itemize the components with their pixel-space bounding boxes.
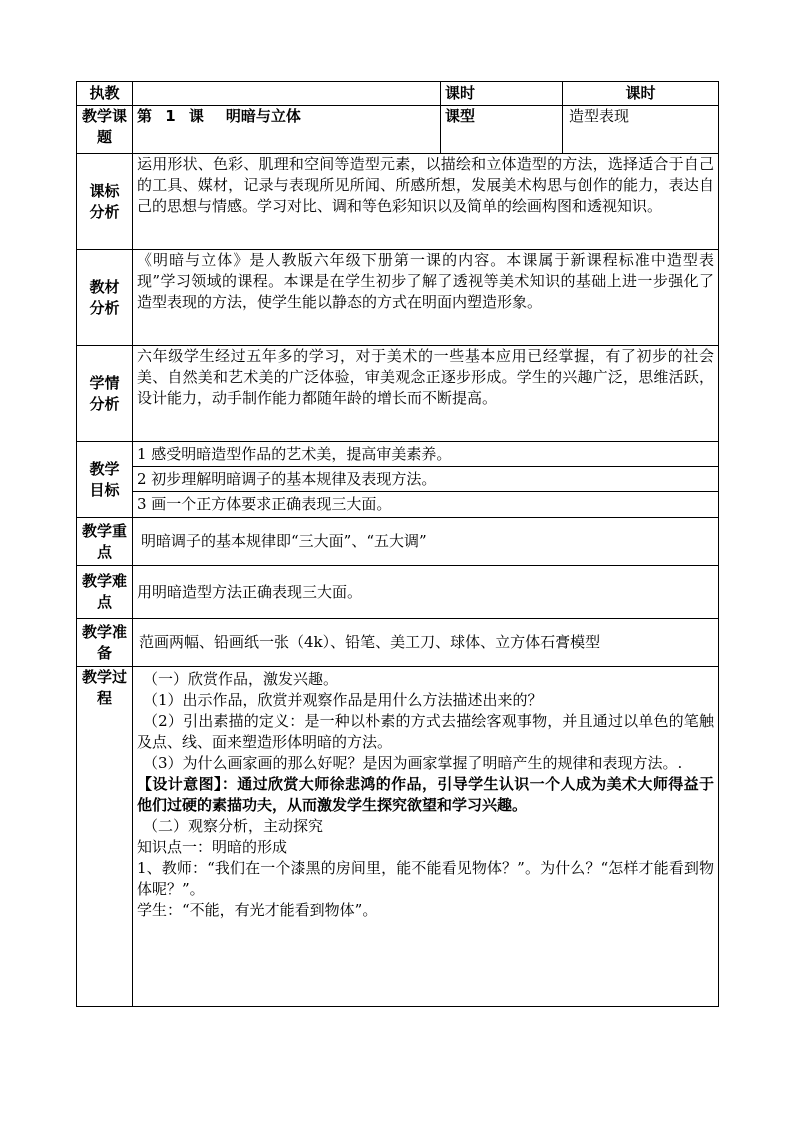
process-line: （3）为什么画家画的那么好呢？是因为画家掌握了明暗产生的规律和表现方法。.: [143, 754, 683, 772]
process-line: 学生：“不能，有光才能看到物体”。: [137, 901, 378, 919]
key-points-label: 教学重点: [77, 518, 133, 566]
lesson-plan-table: [76, 81, 719, 1007]
process-line: （1）出示作品，欣赏并观察作品是用什么方法描述出来的？: [143, 691, 543, 709]
goal-item-2: 2 初步理解明暗调子的基本规律及表现方法。: [133, 467, 719, 492]
goal-row-3: [77, 492, 719, 518]
goals-label: 教学目标: [77, 442, 133, 518]
goal-row-1: [77, 442, 719, 467]
period-value: 课时: [563, 82, 719, 106]
lesson-number: 第 1 课: [137, 107, 204, 125]
curriculum-label: 课标分析: [77, 154, 133, 250]
textbook-label: 教材分析: [77, 250, 133, 346]
period-label: 课时: [441, 82, 563, 106]
students-row: [77, 346, 719, 442]
difficulties-row: [77, 566, 719, 619]
process-line: 知识点一：明暗的形成: [137, 838, 288, 856]
textbook-row: [77, 250, 719, 346]
process-line: （2）引出素描的定义：是一种以朴素的方式去描绘客观事物，并且通过以单色的笔触及点、线、面来塑造形体明暗的方法。: [137, 712, 714, 751]
students-text: [133, 346, 719, 442]
textbook-text: [133, 250, 719, 346]
topic-label: 教学课题: [77, 106, 133, 154]
difficulties-label: 教学难点: [77, 566, 133, 619]
curriculum-row: [77, 154, 719, 250]
curriculum-text: [133, 154, 719, 250]
process-line: （一）欣赏作品，激发兴趣。: [143, 670, 339, 688]
header-row: [77, 82, 719, 106]
process-row: [77, 667, 719, 1007]
curriculum-paragraph: 运用形状、色彩、肌理和空间等造型元素，以描绘和立体造型的方法，选择适合于自己的工具、媒材，记录与表现所见所闻、所感所想，发展美术构思与创作的能力，表达自己的思想与情感。学习对比、调和等色彩知识以及简单的绘画构图和透视知识。: [137, 155, 714, 215]
preparation-row: [77, 619, 719, 667]
textbook-paragraph: 《明暗与立体》是人教版六年级下册第一课的内容。本课属于新课程标准中造型表现”学习领域的课程。本课是在学生初步了解了透视等美术知识的基础上进一步强化了造型表现的方法，使学生能以静态的方式在明面内塑造形象。: [137, 251, 714, 311]
students-paragraph: 六年级学生经过五年多的学习，对于美术的一些基本应用已经掌握，有了初步的社会美、自然美和艺术美的广泛体验，审美观念正逐步形成。学生的兴趣广泛，思维活跃，设计能力，动手制作能力都随年龄的增长而不断提高。: [137, 347, 714, 407]
preparation-text: 范画两幅、铅画纸一张（4k）、铅笔、美工刀、球体、立方体石膏模型: [133, 619, 719, 667]
key-points-text: 明暗调子的基本规律即“三大面”、“五大调”: [133, 518, 719, 566]
process-label: 教学过程: [77, 667, 133, 1007]
key-points-row: [77, 518, 719, 566]
process-content: [133, 667, 719, 1007]
teacher-value: [133, 82, 441, 106]
design-intent-line: 【设计意图】：通过欣赏大师徐悲鸿的作品，引导学生认识一个人成为美术大师得益于他们过硬的素描功夫，从而激发学生探究欲望和学习兴趣。: [137, 775, 714, 814]
process-line: 1、教师：“我们在一个漆黑的房间里，能不能看见物体？”。为什么？“怎样才能看到物体呢？”。: [137, 859, 714, 898]
lesson-title: [133, 106, 441, 154]
type-label: 课型: [441, 106, 563, 154]
teacher-label: 执教: [77, 82, 133, 106]
goal-item-3: 3 画一个正方体要求正确表现三大面。: [133, 492, 719, 518]
goal-item-1: 1 感受明暗造型作品的艺术美，提高审美素养。: [133, 442, 719, 467]
type-value: 造型表现: [563, 106, 719, 154]
lesson-name: 明暗与立体: [225, 107, 301, 125]
preparation-label: 教学准备: [77, 619, 133, 667]
goal-row-2: [77, 467, 719, 492]
students-label: 学情分析: [77, 346, 133, 442]
difficulties-text: 用明暗造型方法正确表现三大面。: [133, 566, 719, 619]
topic-row: [77, 106, 719, 154]
process-line: （二）观察分析，主动探究: [143, 817, 324, 835]
